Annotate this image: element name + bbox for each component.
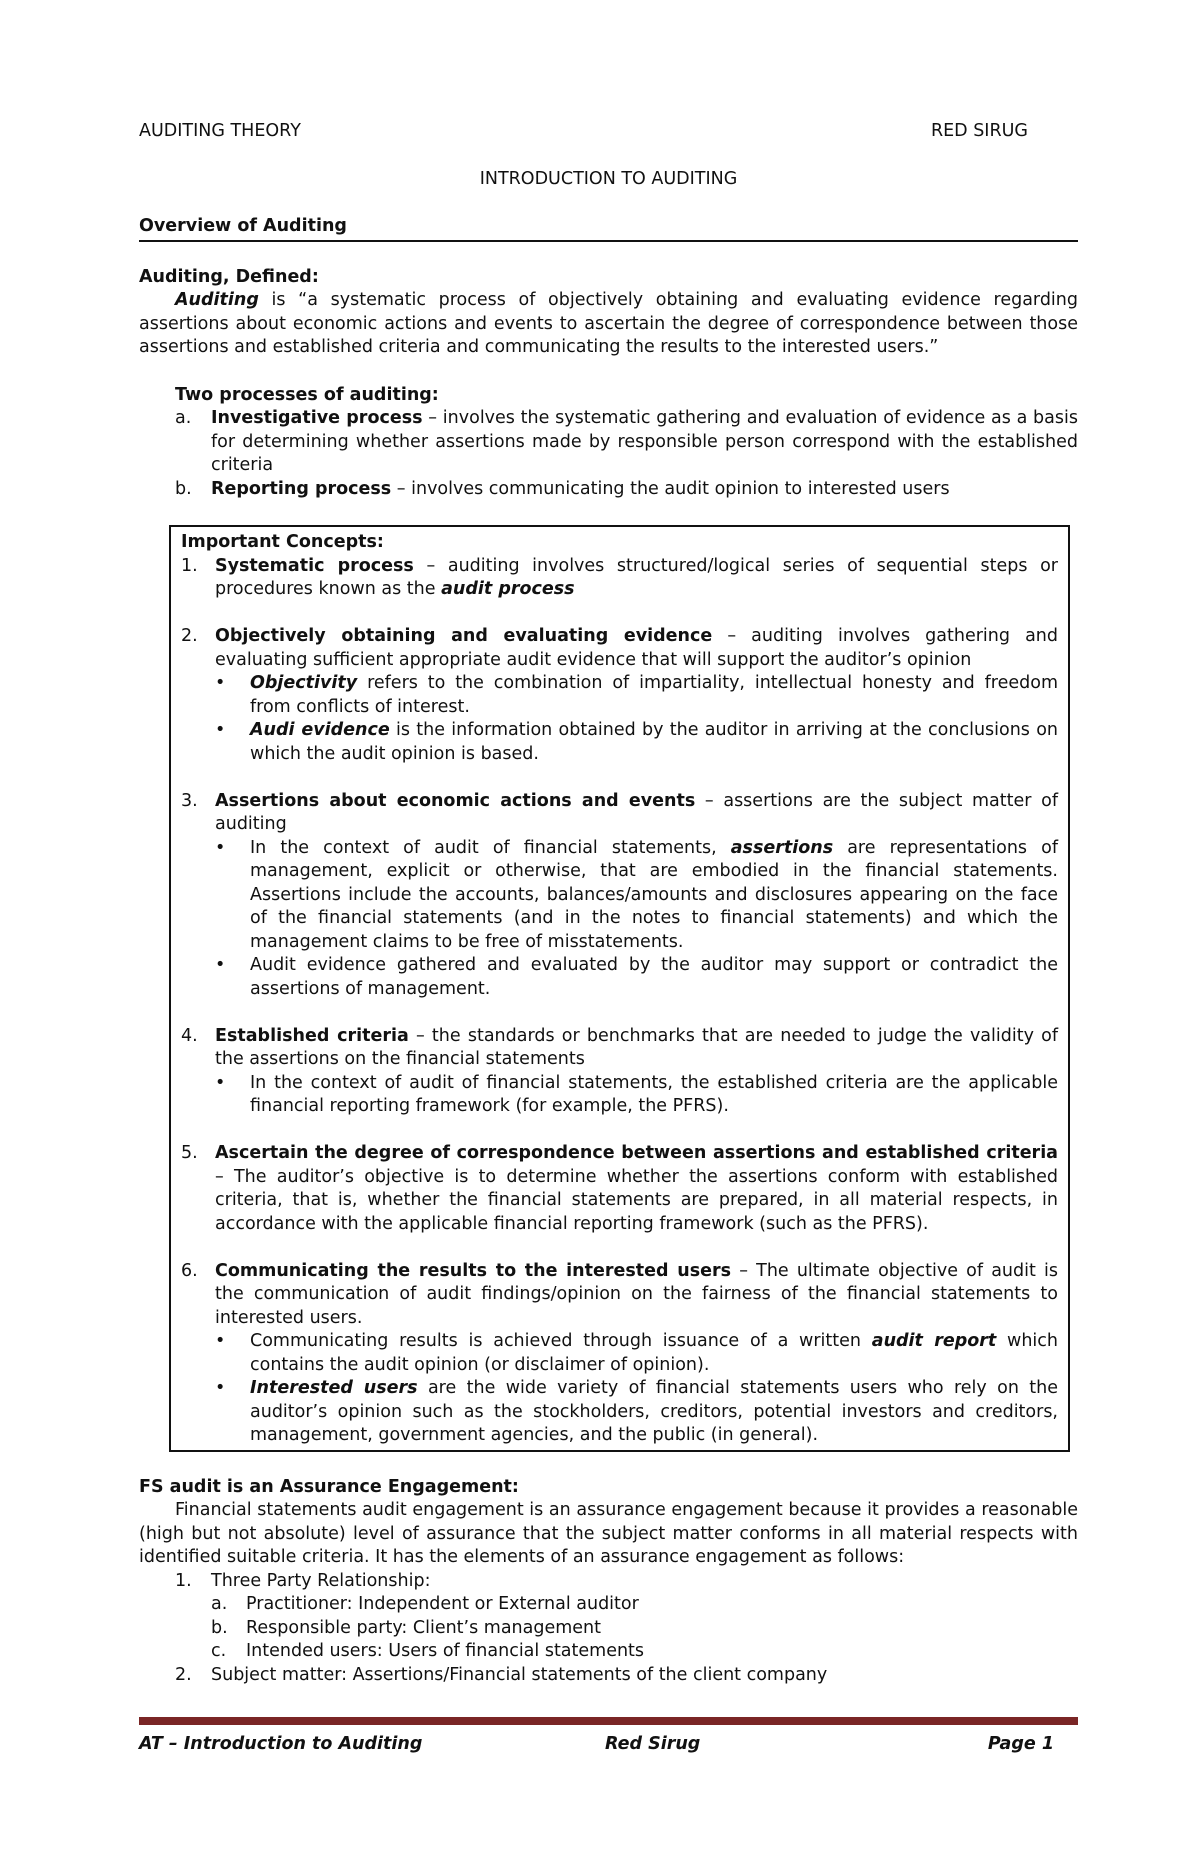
concept-item: 6. Communicating the results to the interested users – The ultimate objective of audit is the communication of audit findings/opinion on the fairness of the financial statements to interested users. [181,1260,1058,1328]
bullet-item: • Audit evidence gathered and evaluated by the auditor may support or contradict the assertions of management. [215,955,1058,999]
footer-divider [139,1717,1078,1725]
assurance-text: Financial statements audit engagement is an assurance engagement because it provides a reasonable (high but not absolute) level of assurance that the subject matter conforms in all material respects with identified suitable criteria. It has the elements of an assurance engagement as follows: [139,1500,1078,1567]
definition-section [139,266,1078,360]
list-item: a. Investigative process – involves the systematic gathering and evaluation of evidence as a basis for determining whether assertions made by responsible person correspond with the established criteria [175,408,1078,475]
running-header [139,120,1078,144]
page-title: INTRODUCTION TO AUDITING [479,168,738,189]
header-author: RED SIRUG [930,121,1028,141]
assurance-section [139,1476,1078,1688]
bullet-item: • Audi evidence is the information obtained by the auditor in arriving at the conclusions on which the audit opinion is based. [215,720,1058,764]
header-subject: AUDITING THEORY [139,121,301,141]
sub-list-item: c. Intended users: Users of financial statements [211,1641,645,1661]
list-item: b. Reporting process – involves communicating the audit opinion to interested users [175,478,950,499]
bullet-item: • In the context of audit of financial statements, assertions are representations of management, explicit or otherwise, that are embodied in the financial statements. Assertions include the accounts, balances/amounts and disclosures appearing on the face of the financial statements (and in the notes to financial statements) and which the management claims to be free of misstatements. [215,837,1058,952]
sub-list-item: b. Responsible party: Client’s management [211,1617,602,1638]
footer-title: AT – Introduction to Auditing [139,1734,423,1754]
list-item: 1. Three Party Relationship: [175,1570,431,1591]
concept-item: 1. Systematic process – auditing involves structured/logical series of sequential steps or procedures known as the audit process [181,555,1058,599]
assurance-heading: FS audit is an Assurance Engagement: [139,1476,519,1497]
list-item: 2. Subject matter: Assertions/Financial statements of the client company [175,1664,828,1685]
concept-item: 2. Objectively obtaining and evaluating evidence – auditing involves gathering and evaluating sufficient appropriate audit evidence that will support the auditor’s opinion [181,626,1058,670]
concept-item: 3. Assertions about economic actions and events – assertions are the subject matter of auditing [181,790,1058,834]
concept-item: 4. Established criteria – the standards or benchmarks that are needed to judge the validity of the assertions on the financial statements [181,1025,1059,1069]
footer-page-number: Page 1 [987,1734,1054,1754]
bullet-item: • Interested users are the wide variety of financial statements users who rely on the auditor’s opinion such as the stockholders, creditors, potential investors and creditors, management, government agencies, and the public (in general). [215,1378,1058,1445]
definition-text: Auditing is “a systematic process of objectively obtaining and evaluating evidence regarding assertions about economic actions and events to ascertain the degree of correspondence between those assertions and established criteria and communicating the results to the interested users.” [139,290,1078,357]
bullet-item: • Communicating results is achieved through issuance of a written audit report which contains the audit opinion (or disclaimer of opinion). [215,1331,1059,1375]
processes-section [139,384,1078,502]
concepts-heading: Important Concepts: [181,532,384,552]
bullet-item: • In the context of audit of financial statements, the established criteria are the applicable financial reporting framework (for example, the PFRS). [215,1072,1058,1116]
definition-heading: Auditing, Defined: [139,266,319,287]
document-page [139,120,1078,1687]
sub-list-item: a. Practitioner: Independent or External auditor [211,1594,639,1614]
concept-item: 5. Ascertain the degree of correspondence between assertions and established criteria – The auditor’s objective is to determine whether the assertions conform with established criteria, that is, whether the financial statements are prepared, in all material respects, in accordance with the applicable financial reporting framework (such as the PFRS). [181,1143,1058,1234]
section-heading-overview: Overview of Auditing [139,215,1078,242]
processes-heading: Two processes of auditing: [175,384,439,405]
bullet-item: • Objectivity refers to the combination of impartiality, intellectual honesty and freedom from conflicts of interest. [215,673,1058,717]
important-concepts-box [169,525,1070,1452]
footer-author: Red Sirug [605,1734,701,1754]
